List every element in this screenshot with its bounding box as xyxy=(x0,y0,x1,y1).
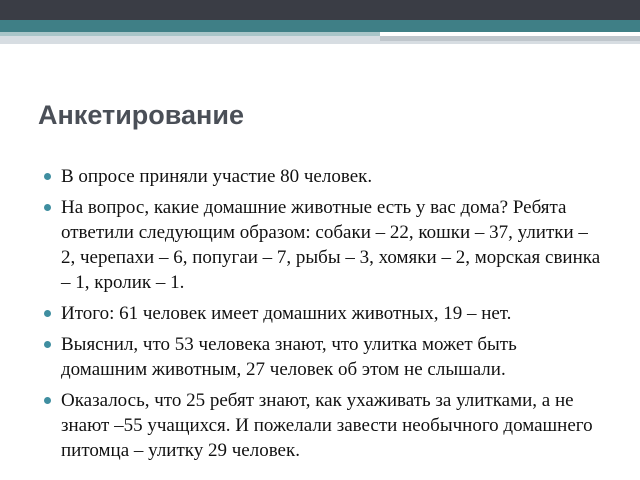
list-item xyxy=(44,195,604,295)
bullet-text: Итого: 61 человек имеет домашних животных, 19 – нет. xyxy=(61,303,512,324)
bullet-icon xyxy=(44,397,51,404)
list-item xyxy=(44,301,604,326)
bullet-list xyxy=(44,164,604,469)
header-dark-bar xyxy=(0,0,640,20)
bullet-icon xyxy=(44,173,51,180)
header-divider-line xyxy=(380,32,640,34)
bullet-icon xyxy=(44,341,51,348)
header-teal-bar xyxy=(0,20,640,32)
slide-title: Анкетирование xyxy=(38,100,244,130)
bullet-text: На вопрос, какие домашние животные есть у вас дома? Ребята ответили следующим образом: собаки – 22, кошки – 37, улитки – 2, черепахи – 6, попугаи – 7, рыбы – 3, хомяки – 2, морская свинка – 1, кролик – 1. xyxy=(61,197,601,293)
bullet-text: Выяснил, что 53 человека знают, что улитка может быть домашним животным, 27 человек об этом не слышали. xyxy=(61,334,517,380)
bullet-text: Оказалось, что 25 ребят знают, как ухаживать за улитками, а не знают –55 учащихся. И пожелали завести необычного домашнего питомца – улитку 29 человек. xyxy=(61,390,593,461)
bullet-text: В опросе приняли участие 80 человек. xyxy=(61,166,373,187)
bullet-icon xyxy=(44,310,51,317)
list-item xyxy=(44,388,604,463)
header-grey-accent xyxy=(380,36,640,41)
list-item xyxy=(44,164,604,189)
bullet-icon xyxy=(44,204,51,211)
list-item xyxy=(44,332,604,382)
